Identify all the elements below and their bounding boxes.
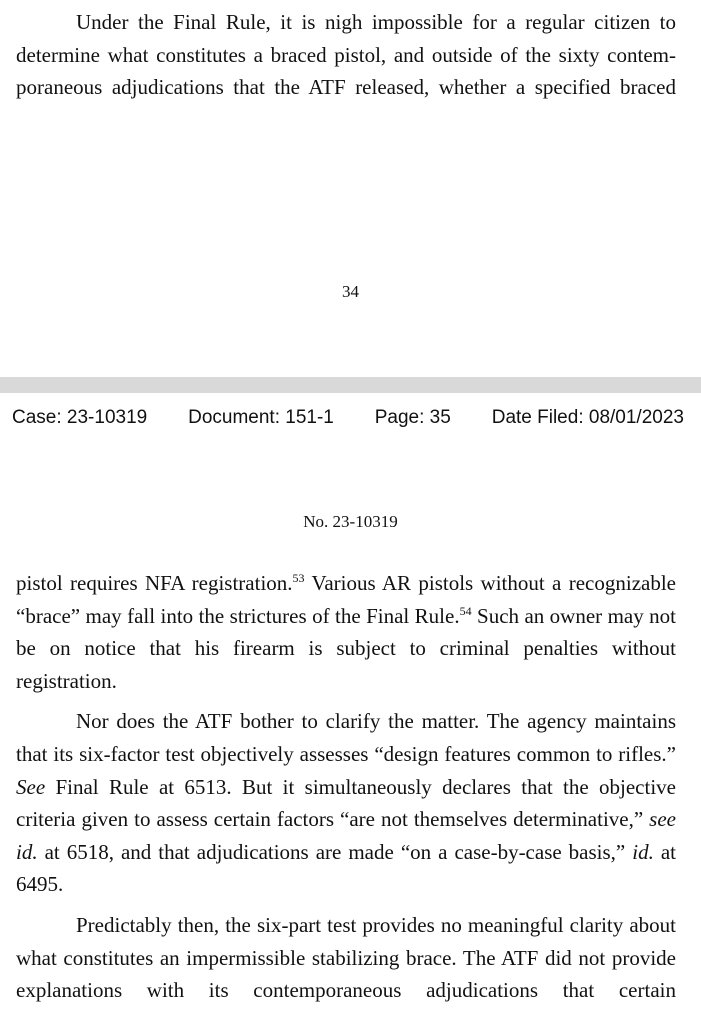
p2-italic-id: id. — [632, 839, 654, 864]
top-page-text — [16, 6, 676, 104]
p2-text-2: Final Rule at 6513. But it simultaneously declares that the objective criteria given to assess certain factors “are not themselves determinative,” — [16, 774, 676, 832]
case-number: Case: 23-10319 — [12, 407, 148, 428]
case-header — [12, 407, 684, 429]
top-paragraph: Under the Final Rule, it is nigh impossible for a regular citizen to determine what constitutes a braced pistol, and outside of the sixty contemporaneous adjudications that the ATF released, whether a specified braced — [16, 10, 676, 100]
p1-text-2: Various AR pistols without a recognizable “brace” may fall into the strictures of the Final Rule. — [16, 571, 676, 628]
body-text — [16, 567, 676, 1007]
page-divider — [0, 377, 701, 393]
page-number: 34 — [342, 282, 359, 301]
doc-number: No. 23-10319 — [303, 512, 398, 531]
p2-text-1: Nor does the ATF bother to clarify the matter. The agency maintains that its six-factor test objectively assesses “design features common to rifles.” — [16, 709, 676, 766]
page-label: Page: 35 — [374, 407, 451, 428]
paragraph-3: Predictably then, the six-part test provides no meaningful clarity about what constitutes an impermissible stabilizing brace. The ATF did not provide explanations with its contemporaneous adjudications that certain — [16, 912, 676, 1003]
p2-text-4: at 6495. — [16, 839, 676, 897]
footnote-54[interactable]: 54 — [459, 603, 472, 618]
p2-italic-see-id: see id. — [16, 807, 676, 864]
document-number: Document: 151-1 — [188, 407, 334, 428]
p1-text-3: Such an owner may not be on notice that his firearm is subject to criminal penalties without registration. — [16, 603, 677, 693]
p1-text-1: pistol requires NFA registration. — [16, 571, 293, 595]
paragraph-1 — [16, 567, 676, 697]
footnote-53[interactable]: 53 — [292, 571, 305, 585]
p2-italic-see: See — [16, 774, 46, 799]
paragraph-2 — [16, 705, 676, 901]
date-filed: Date Filed: 08/01/2023 — [491, 407, 684, 428]
p2-text-3: at 6518, and that adjudications are made “on a case-by-case basis,” — [37, 839, 633, 864]
